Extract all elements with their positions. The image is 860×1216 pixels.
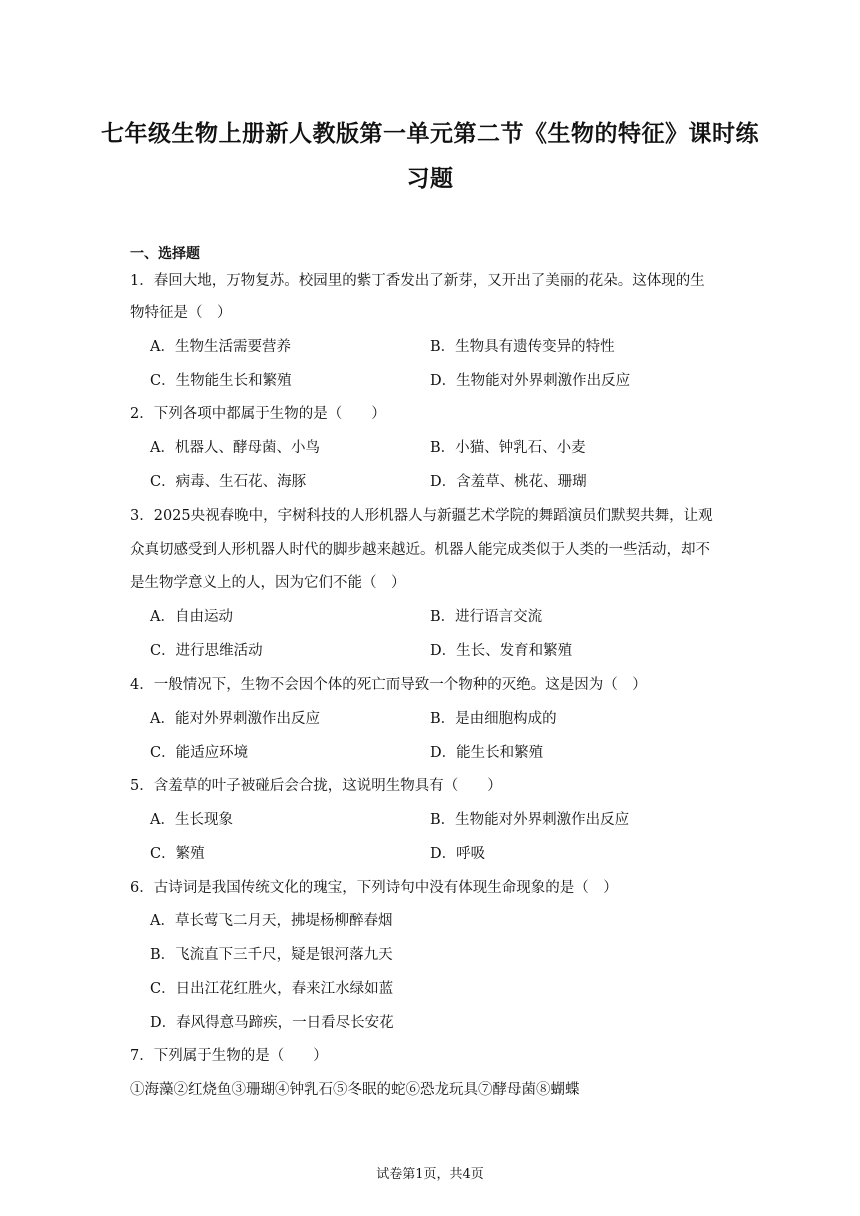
question-4-option-b: B．是由细胞构成的 xyxy=(430,711,557,727)
document-title-line-1: 七年级生物上册新人教版第一单元第二节《生物的特征》课时练 xyxy=(101,121,759,147)
question-3-option-b: B．进行语言交流 xyxy=(430,609,543,625)
question-4-text-line-1: 4．一般情况下，生物不会因个体的死亡而导致一个物种的灭绝。这是因为（ ） xyxy=(130,677,647,693)
question-7-text-line-2: ①海藻②红烧鱼③珊瑚④钟乳石⑤冬眠的蛇⑥恐龙玩具⑦酵母菌⑧蝴蝶 xyxy=(130,1082,580,1098)
question-2-option-c: C．病毒、生石花、海豚 xyxy=(150,474,307,490)
question-3-text-line-1: 3．2025央视春晚中，宇树科技的人形机器人与新疆艺术学院的舞蹈演员们默契共舞，让观 xyxy=(130,508,713,524)
question-2-option-b: B．小猫、钟乳石、小麦 xyxy=(430,440,586,456)
question-3-text-line-3: 是生物学意义上的人，因为它们不能（ ） xyxy=(130,575,406,591)
question-6-text-line-1: 6．古诗词是我国传统文化的瑰宝，下列诗句中没有体现生命现象的是（ ） xyxy=(130,880,618,896)
question-5-option-c: C．繁殖 xyxy=(150,846,205,862)
question-3-text-line-2: 众真切感受到人形机器人时代的脚步越来越近。机器人能完成类似于人类的一些活动，却不 xyxy=(130,542,710,558)
question-1-text-line-1: 1．春回大地，万物复苏。校园里的紫丁香发出了新芽，又开出了美丽的花朵。这体现的生 xyxy=(130,273,705,289)
question-6-option-c: C．日出江花红胜火，春来江水绿如蓝 xyxy=(150,981,394,997)
question-5-option-b: B．生物能对外界刺激作出反应 xyxy=(430,812,630,828)
question-6-option-d: D．春风得意马蹄疾，一日看尽长安花 xyxy=(150,1015,394,1031)
question-5-option-a: A．生长现象 xyxy=(150,812,233,828)
question-2-text-line-1: 2．下列各项中都属于生物的是（ ） xyxy=(130,406,386,422)
question-2-option-a: A．机器人、酵母菌、小鸟 xyxy=(150,440,320,456)
question-3-option-c: C．进行思维活动 xyxy=(150,643,263,659)
question-1-option-c: C．生物能生长和繁殖 xyxy=(150,373,292,389)
question-4-option-c: C．能适应环境 xyxy=(150,745,249,761)
question-1-option-a: A．生物生活需要营养 xyxy=(150,339,291,355)
question-5-option-d: D．呼吸 xyxy=(430,846,486,862)
question-6-option-a: A．草长莺飞二月天，拂堤杨柳醉春烟 xyxy=(150,913,393,929)
page-footer: 试卷第1页，共4页 xyxy=(376,1167,484,1182)
question-1-option-d: D．生物能对外界刺激作出反应 xyxy=(430,373,631,389)
question-4-option-d: D．能生长和繁殖 xyxy=(430,745,544,761)
question-1-option-b: B．生物具有遗传变异的特性 xyxy=(430,339,615,355)
question-7-text-line-1: 7．下列属于生物的是（ ） xyxy=(130,1048,328,1064)
question-4-option-a: A．能对外界刺激作出反应 xyxy=(150,711,320,727)
question-1-text-line-2: 物特征是（ ） xyxy=(130,305,232,321)
document-title-line-2: 习题 xyxy=(406,166,454,192)
question-6-option-b: B．飞流直下三千尺，疑是银河落九天 xyxy=(150,947,393,963)
question-3-option-a: A．自由运动 xyxy=(150,609,233,625)
question-2-option-d: D．含羞草、桃花、珊瑚 xyxy=(430,474,587,490)
question-5-text-line-1: 5．含羞草的叶子被碰后会合拢，这说明生物具有（ ） xyxy=(130,778,502,794)
section-heading: 一、选择题 xyxy=(130,246,200,262)
question-3-option-d: D．生长、发育和繁殖 xyxy=(430,643,573,659)
